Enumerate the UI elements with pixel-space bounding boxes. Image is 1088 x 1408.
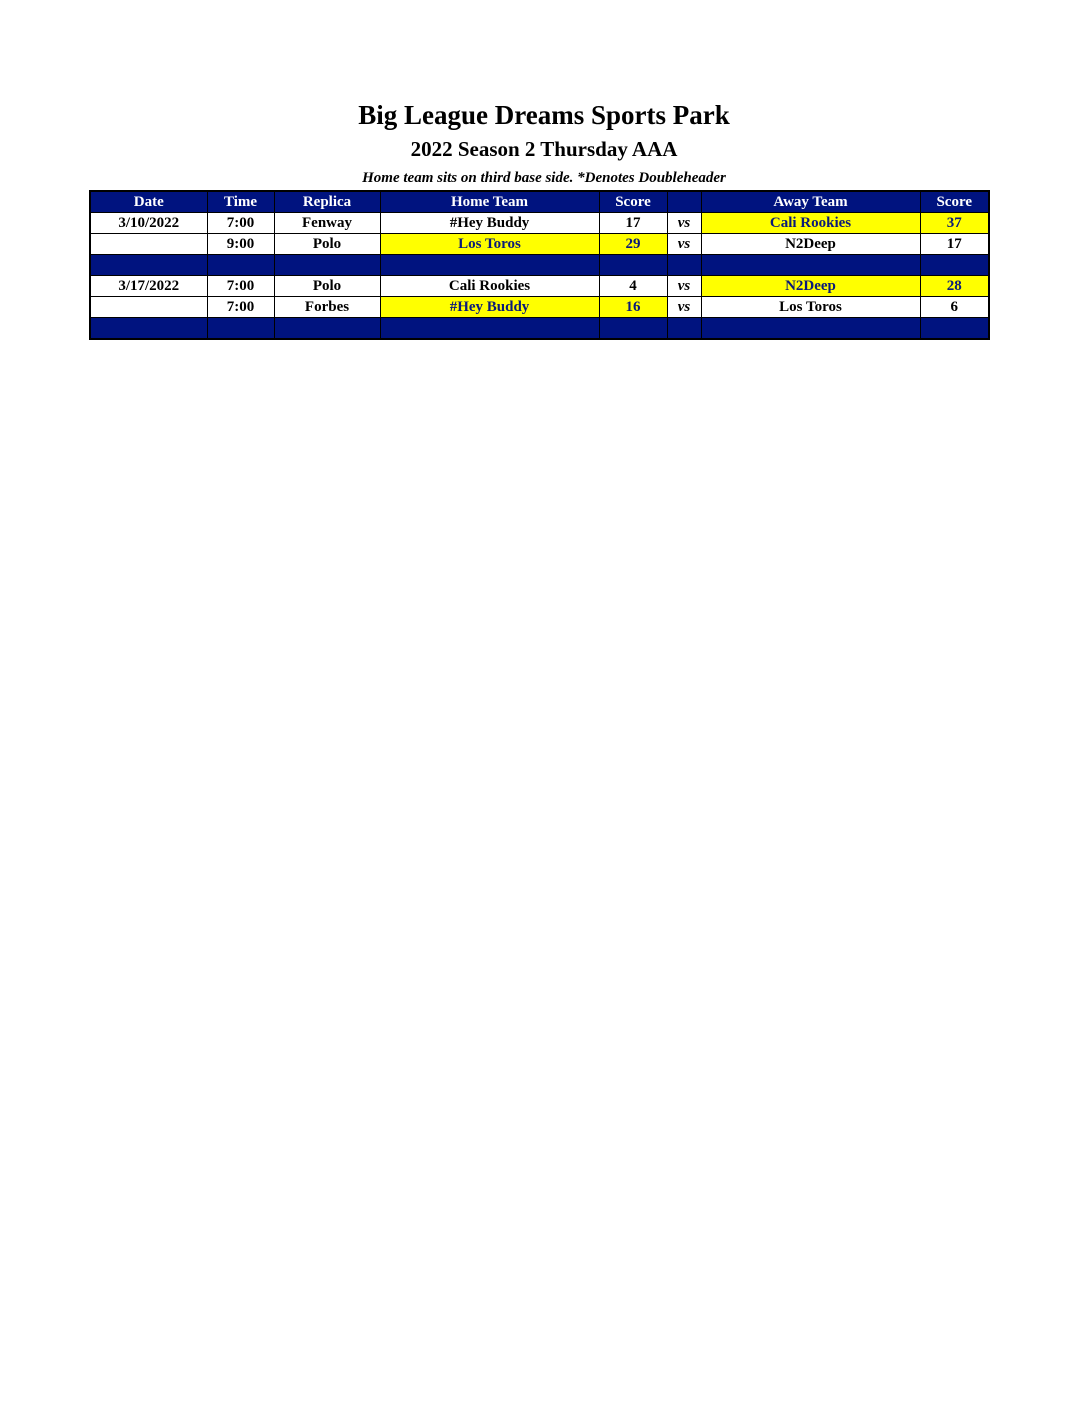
game-replica: Polo bbox=[274, 234, 380, 255]
away-score: 37 bbox=[920, 213, 989, 234]
away-score: 6 bbox=[920, 297, 989, 318]
away-score: 28 bbox=[920, 276, 989, 297]
home-team: #Hey Buddy bbox=[380, 213, 599, 234]
home-score: 4 bbox=[599, 276, 667, 297]
page-subtitle: 2022 Season 2 Thursday AAA bbox=[410, 137, 678, 161]
game-date bbox=[90, 297, 207, 318]
vs-label: vs bbox=[667, 276, 701, 297]
home-team: Los Toros bbox=[380, 234, 599, 255]
column-header-away-team: Away Team bbox=[701, 191, 920, 213]
header-row bbox=[90, 191, 989, 213]
game-time: 7:00 bbox=[207, 213, 274, 234]
column-header-home-score: Score bbox=[599, 191, 667, 213]
game-row bbox=[90, 213, 989, 234]
game-date bbox=[90, 234, 207, 255]
game-row bbox=[90, 276, 989, 297]
away-team: N2Deep bbox=[701, 276, 920, 297]
column-header-away-score: Score bbox=[920, 191, 989, 213]
home-score: 29 bbox=[599, 234, 667, 255]
vs-label: vs bbox=[667, 213, 701, 234]
column-header-time: Time bbox=[207, 191, 274, 213]
column-header-replica: Replica bbox=[274, 191, 380, 213]
vs-label: vs bbox=[667, 297, 701, 318]
game-time: 7:00 bbox=[207, 297, 274, 318]
schedule-note: Home team sits on third base side. *Denotes Doubleheader bbox=[362, 170, 726, 186]
vs-label: vs bbox=[667, 234, 701, 255]
column-header-home-team: Home Team bbox=[380, 191, 599, 213]
game-replica: Forbes bbox=[274, 297, 380, 318]
week-separator-row bbox=[90, 318, 989, 340]
home-team: #Hey Buddy bbox=[380, 297, 599, 318]
schedule-table bbox=[89, 190, 990, 340]
column-header-vs bbox=[667, 191, 701, 213]
home-team: Cali Rookies bbox=[380, 276, 599, 297]
week-separator-row bbox=[90, 255, 989, 276]
game-time: 9:00 bbox=[207, 234, 274, 255]
game-date: 3/17/2022 bbox=[90, 276, 207, 297]
column-header-date: Date bbox=[90, 191, 207, 213]
away-team: N2Deep bbox=[701, 234, 920, 255]
away-team: Los Toros bbox=[701, 297, 920, 318]
game-replica: Polo bbox=[274, 276, 380, 297]
game-row bbox=[90, 297, 989, 318]
game-time: 7:00 bbox=[207, 276, 274, 297]
home-score: 17 bbox=[599, 213, 667, 234]
home-score: 16 bbox=[599, 297, 667, 318]
game-date: 3/10/2022 bbox=[90, 213, 207, 234]
away-team: Cali Rookies bbox=[701, 213, 920, 234]
game-replica: Fenway bbox=[274, 213, 380, 234]
game-row bbox=[90, 234, 989, 255]
away-score: 17 bbox=[920, 234, 989, 255]
page-title: Big League Dreams Sports Park bbox=[358, 100, 730, 130]
